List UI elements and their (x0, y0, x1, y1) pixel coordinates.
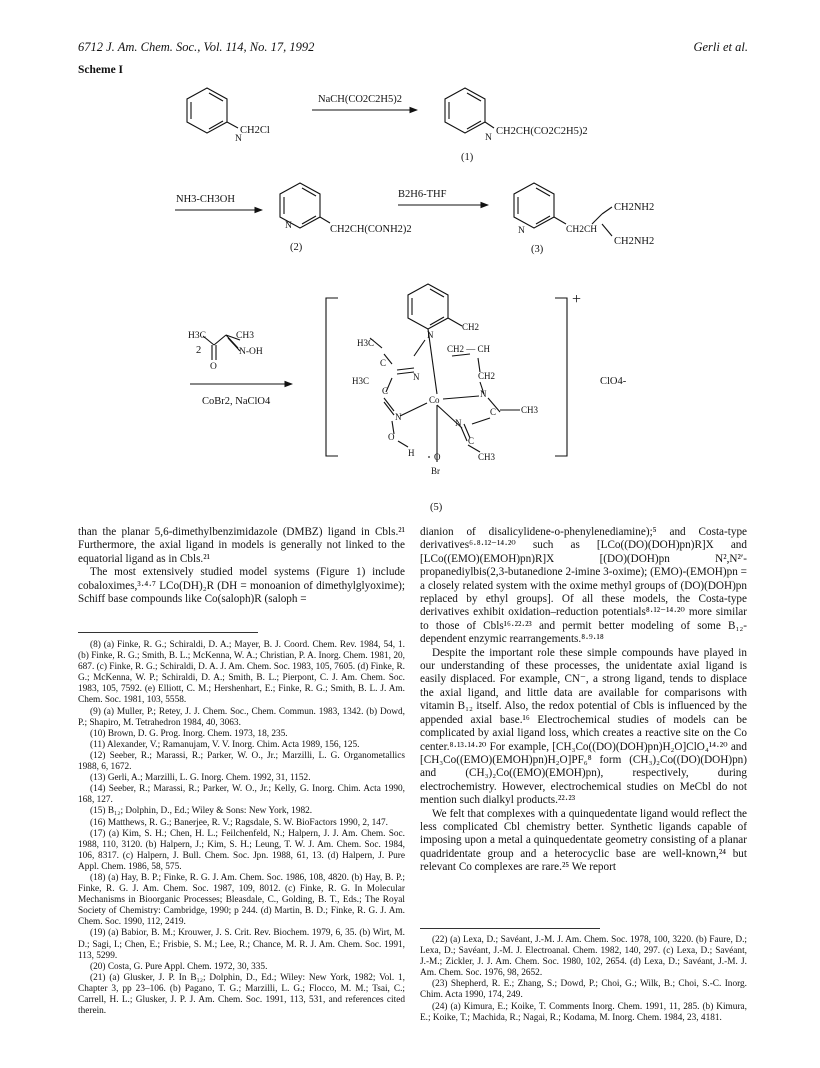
label-c-right: C (490, 407, 497, 417)
label-c-lower: C (468, 436, 475, 446)
label-ch3-right: CH3 (521, 405, 539, 415)
oxime-o: O (210, 362, 217, 372)
oxime-n-oh: N-OH (239, 347, 263, 357)
label-br: Br (431, 466, 440, 476)
label-n-2: N (285, 221, 292, 231)
bracket-left (326, 298, 338, 456)
label-n-lower: N (455, 418, 462, 428)
label-co: Co (429, 395, 440, 405)
reagent-3: B2H6-THF (398, 189, 447, 200)
bracket-right (555, 298, 567, 456)
compound-2-substituent: CH2CH(CONH2)2 (330, 224, 412, 235)
pyridine-ring-start (187, 88, 238, 133)
footnote: (21) (a) Glusker, J. P. In B₁₂; Dolphin, D., Ed.; Wiley: New York, 1982; Vol. 1, Chapter 3, pp 23–106. (b) Pagano, T. G.; Marzilli, L. G.; Flocco, M. M.; Tsai, C.; Carrell, H. L.; Glusker, J. P. J. Am. Chem. Soc. 1991, 113, 531, and references cited therein. (78, 972, 405, 1017)
footnote: (23) Shepherd, R. E.; Zhang, S.; Dowd, P.; Choi, G.; Wilk, B.; Choi, S.-C. Inorg. Chim. Acta 1990, 174, 249. (420, 979, 747, 1001)
oxime-h3c: H3C (188, 331, 206, 341)
reagent-2: NH3-CH3OH (176, 194, 235, 205)
footnote: (10) Brown, D. G. Prog. Inorg. Chem. 1973, 18, 235. (90, 728, 288, 739)
body-text-right (420, 526, 747, 875)
label-h3c-left: H3C (352, 376, 370, 386)
paragraph: The most extensively studied model systems (Figure 1) include cobaloximes,³·⁴·⁷ LCo(DH)₂R (DH = monoanion of dimethylglyoxime); Schiff base compounds like Co(saloph)R (saloph = (78, 566, 405, 606)
label-o-left: O (388, 432, 395, 442)
complex-charge: + (572, 291, 582, 308)
footnotes-right (420, 935, 747, 1024)
footnote: (8) (a) Finke, R. G.; Schiraldi, D. A.; Mayer, B. J. Coord. Chem. Rev. 1984, 54, 1. (b) Finke, R. G.; Smith, B. L.; McKenna, W. A.; Christian, P. A. Inorg. Chem. 1981, 20, 687. (c) Finke, R. G.; Schiraldi, D. A. J. Am. Chem. Soc. 1983, 105, 7605. (d) Finke, R. G.; McKenna, W. P.; Schiraldi, D. A.; Smith, B. L.; Pierpont, C. J. Am. Chem. Soc. 1983, 105, 7592. (e) Elliott, C. M.; Hershenhart, E.; Finke, R. G.; Smith, B. L. J. Am. Chem. Soc. 1981, 103, 5558. (78, 640, 405, 706)
label-n-right: N (480, 389, 487, 399)
footnote-rule-left (78, 632, 258, 633)
oxime-ch3: CH3 (236, 331, 254, 341)
oxime-skeleton (203, 335, 240, 360)
start-substituent: CH2Cl (240, 125, 270, 136)
running-header-left: 6712 J. Am. Chem. Soc., Vol. 114, No. 17, 1992 (78, 40, 315, 54)
label-c-upper: C (380, 358, 387, 368)
scheme-label: Scheme I (78, 64, 124, 76)
label-n-upper: N (413, 372, 420, 382)
paragraph: than the planar 5,6-dimethylbenzimidazole (DMBZ) ligand in Cbls.²¹ Furthermore, the axial ligand in models is generally not linked to the equatorial ligand as in Cbls.²¹ (78, 526, 405, 565)
compound-3-number: (3) (531, 244, 544, 255)
running-header-right: Gerli et al. (693, 40, 748, 54)
compound-3-amine-bottom: CH2NH2 (614, 236, 655, 247)
footnote: (24) (a) Kimura, E.; Koike, T. Comments Inorg. Chem. 1991, 11, 285. (b) Kimura, E.; Koike, T.; Machida, R.; Nagai, R.; Kodama, M. Inorg. Chem. 1984, 23, 4181. (420, 1001, 747, 1023)
compound-1-number: (1) (461, 152, 474, 163)
footnote: (16) Matthews, R. G.; Banerjee, R. V.; Ragsdale, S. W. BioFactors 1990, 2, 147. (90, 817, 388, 828)
footnote: (12) Seeber, R.; Marassi, R.; Parker, W. O., Jr.; Marzilli, L. G. Organometallics 1988, 6, 1672. (78, 750, 405, 773)
footnote: (11) Alexander, V.; Ramanujam, V. V. Inorg. Chim. Acta 1989, 156, 125. (90, 739, 360, 750)
body-text-left (78, 526, 405, 606)
footnote: (20) Costa, G. Pure Appl. Chem. 1972, 30, 335. (90, 961, 268, 972)
pyridine-ring-1 (445, 88, 494, 133)
footnote: (22) (a) Lexa, D.; Savéant, J.-M. J. Am. Chem. Soc. 1978, 100, 3220. (b) Faure, D.; Lexa, D.; Savéant, J.-M. J. Electroanal. Chem. 1982, 140, 297. (c) Lexa, D.; Savéant, J.-M.; Zickler, J. J. Am. Chem. Soc. 1980, 102, 2654. (d) Lexa, D.; Savéant, J.-M. J. Am. Chem. Soc. 1976, 98, 2652. (420, 935, 747, 979)
label-n-1: N (485, 133, 492, 143)
compound-3-branch: CH2CH (566, 225, 598, 235)
pyridine-ring-3 (514, 183, 612, 236)
reaction-scheme (0, 0, 820, 520)
compound-3-amine-top: CH2NH2 (614, 202, 655, 213)
label-ch3-lower: CH3 (478, 452, 496, 462)
label-c-left: C (382, 386, 389, 396)
compound-5-number: (5) (430, 502, 443, 513)
footnote: (14) Seeber, R.; Marassi, R.; Parker, W. O., Jr.; Kelly, G. Inorg. Chim. Acta 1990, 168, 127. (78, 784, 405, 806)
footnote: (15) B₁₂; Dolphin, D., Ed.; Wiley & Sons: New York, 1982. (90, 806, 313, 817)
label-ch2-ch: CH2 — CH (447, 344, 491, 354)
label-o-bridge: O (434, 452, 441, 462)
reagent-4: CoBr2, NaClO4 (202, 396, 271, 407)
footnote: (13) Gerli, A.; Marzilli, L. G. Inorg. Chem. 1992, 31, 1152. (90, 773, 311, 784)
label-h-bridge: H (408, 448, 415, 458)
paragraph: We felt that complexes with a quinquedentate ligand would reflect the less complicated Cbl chemistry better. Synthetic ligands capable of imposing upon a metal a quinquedentate geometry consisting of a planar quadridentate group and a heterocyclic base are well-known,²⁴ but relevant Co complexes are rare.²⁵ We report (420, 807, 747, 874)
label-n-start: N (235, 134, 242, 144)
reagent-1: NaCH(CO2C2H5)2 (318, 94, 402, 105)
footnote: (19) (a) Babior, B. M.; Krouwer, J. S. Crit. Rev. Biochem. 1979, 6, 35. (b) Wirt, M. D.; Sagi, I.; Chen, E.; Frisbie, S. M.; Lee, R.; Chance, M. R. J. Am. Chem. Soc. 1991, 113, 5299. (78, 928, 405, 961)
compound-2-number: (2) (290, 242, 303, 253)
label-n-pyridine: N (427, 330, 434, 340)
label-ch2-right: CH2 (478, 371, 496, 381)
counterion: ClO4- (600, 376, 627, 387)
label-n-3: N (518, 226, 525, 236)
footnote: (17) (a) Kim, S. H.; Chen, H. L.; Feilchenfeld, N.; Halpern, J. J. Am. Chem. Soc. 1988, 110, 3120. (b) Halpern, J.; Kim, S. H.; Leung, T. W. J. Am. Chem. Soc. 1984, 106, 8317. (c) Halpern, J. Bull. Chem. Soc. Jpn. 1988, 61, 13. (d) Halpern, J. Pure Appl. Chem. 1986, 58, 575. (78, 828, 405, 872)
footnote: (18) (a) Hay, B. P.; Finke, R. G. J. Am. Chem. Soc. 1986, 108, 4820. (b) Hay, B. P.; Finke, R. G. J. Am. Chem. Soc. 1987, 109, 8012. (c) Finke, R. G. In Molecular Mechanisms in Bioorganic Processes; Bleasdale, C., Golding, B. T., Eds.; The Royal Society of Chemistry: Cambridge, 1990; p 244. (d) Martin, B. D.; Finke, R. G. J. Am. Chem. Soc. 1990, 112, 2419. (78, 872, 405, 928)
label-n-left: N (395, 412, 402, 422)
label-ch2-top: CH2 (462, 322, 480, 332)
paragraph: dianion of disalicylidene-o-phenylenediamine);⁵ and Costa-type derivatives⁶·⁸·¹²⁻¹⁴·²⁰ such as [LCo((DO)(DOH)pn)R]X and [LCo((EMO)(EMOH)pn)R]X [(DO)(DOH)pn N²,N²′-propanediylbis(2,3-butanedione 2-imine 3-oxime); (EMO)-(EMOH)pn = a closely related system with the oxime methyl groups of (DO)(DOH)pn replaced by ethyl groups]. Of all these models, the Costa-type derivatives exhibit oxidation–reduction potentials⁸·¹²⁻¹⁴·²⁰ more similar to those of Cbls¹⁶·²²·²³ and permit better modeling of some B₁₂-dependent enzymic rearrangements.⁸·⁹·¹⁸ (420, 526, 747, 646)
footnote-rule-right (420, 928, 600, 929)
compound-1-substituent: CH2CH(CO2C2H5)2 (496, 126, 588, 137)
footnote: (9) (a) Muller, P.; Retey, J. J. Chem. Soc., Chem. Commun. 1983, 1342. (b) Dowd, P.; Shapiro, M. Tetrahedron 1984, 40, 3063. (78, 706, 405, 728)
paragraph: Despite the important role these simple compounds have played in our understanding of these processes, the unidentate axial ligand is easily displaced. For example, CN⁻, a strong ligand, tends to displace the axial ligand, and little data are available for comparisons with vitamin B₁₂ itself. Also, the redox potential of Cbls is influenced by the appended axial base.¹⁶ Electrochemical studies of models can be complicated by axial ligand loss, which creates a reactive site on the Co center.⁸·¹³·¹⁴·²⁰ For example, [CH₃Co((DO)(DOH)pn)H₂O]ClO₄¹⁴·²⁰ and [CH₃Co((EMO)(EMOH)pn)H₂O]PF₆⁸ form (CH₃)₂Co((DO)(DOH)pn) and (CH₃)₂Co((EMO)(EMOH)pn), respectively, during electrochemistry. However, electrochemical studies on MeCbl do not mention such dialkyl products.²²·²³ (420, 646, 747, 807)
oxime-count: 2 (196, 345, 202, 356)
label-h3c-upper: H3C (357, 338, 375, 348)
footnotes-left (78, 640, 405, 1017)
